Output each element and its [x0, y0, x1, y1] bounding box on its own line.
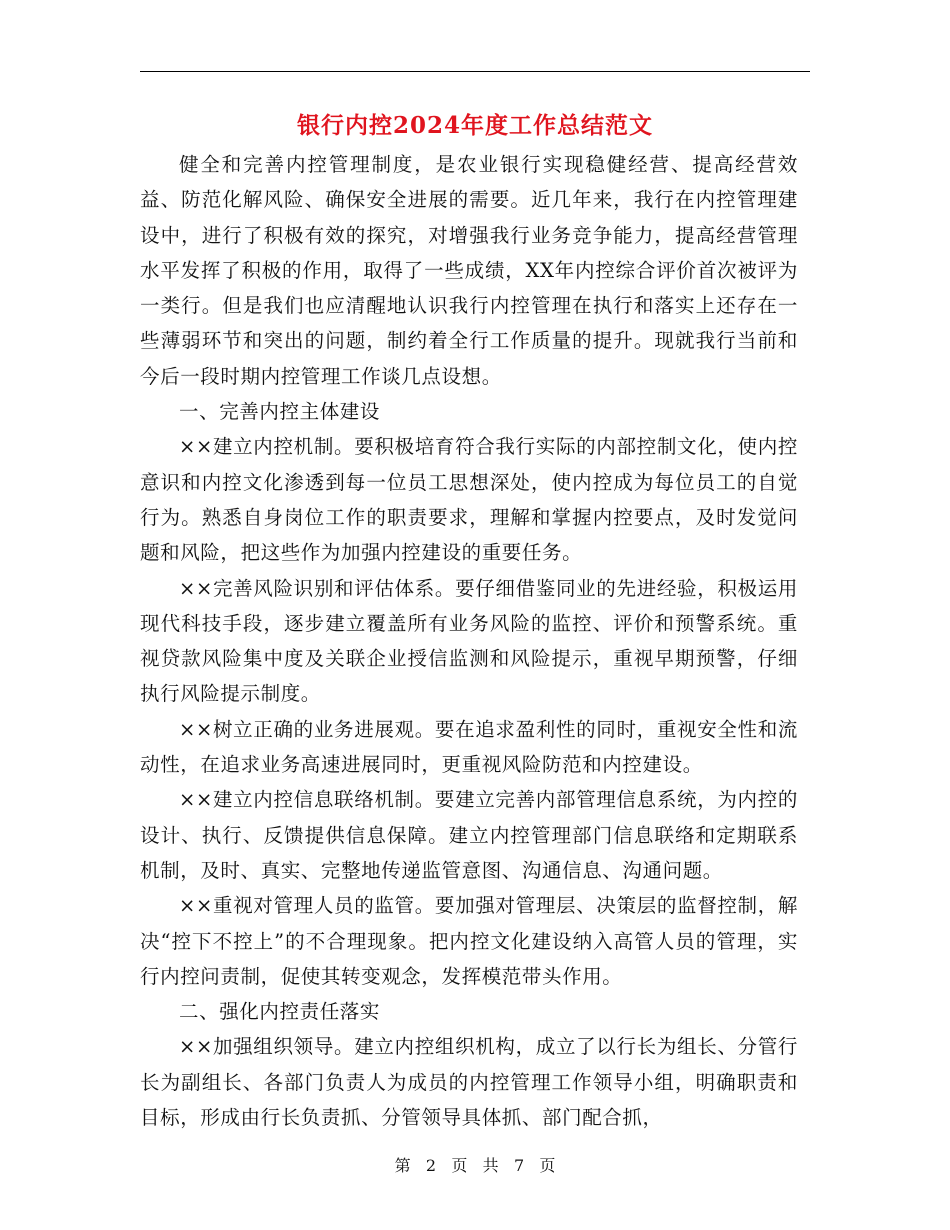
footer-label-page: 第	[394, 1156, 411, 1175]
footer-label-total: 共	[482, 1156, 499, 1175]
paragraph: ××完善风险识别和评估体系。要仔细借鉴同业的先进经验，积极运用现代科技手段，逐步建立覆盖所有业务风险的监控、评价和预警系统。重视贷款风险集中度及关联企业授信监测和风险提示，重视早期预警，仔细执行风险提示制度。	[140, 576, 798, 706]
section-heading-2: 二、强化内控责任落实	[179, 1000, 381, 1024]
paragraph-intro: 健全和完善内控管理制度，是农业银行实现稳健经营、提高经营效益、防范化解风险、确保安全进展的需要。近几年来，我行在内控管理建设中，进行了积极有效的探究，对增强我行业务竞争能力，提高经营管理水平发挥了积极的作用，取得了一些成绩，XX年内控综合评价首次被评为一类行。但是我们也应清醒地认识我行内控管理在执行和落实上还存在一些薄弱环节和突出的问题，制约着全行工作质量的提升。现就我行当前和今后一段时期内控管理工作谈几点设想。	[140, 153, 798, 388]
paragraph: ××重视对管理人员的监管。要加强对管理层、决策层的监督控制，解决“控下不控上”的不合理现象。把内控文化建设纳入高管人员的管理，实行内控问责制，促使其转变观念，发挥模范带头作用。	[140, 894, 798, 988]
footer-label-total-unit: 页	[539, 1156, 556, 1175]
document-title: 银行内控2024年度工作总结范文	[296, 112, 653, 139]
paragraph: ××建立内控机制。要积极培育符合我行实际的内部控制文化，使内控意识和内控文化渗透到每一位员工思想深处，使内控成为每位员工的自觉行为。熟悉自身岗位工作的职责要求，理解和掌握内控要点，及时发觉问题和风险，把这些作为加强内控建设的重要任务。	[140, 435, 798, 565]
header-rule	[140, 71, 810, 72]
paragraph: ××树立正确的业务进展观。要在追求盈利性的同时，重视安全性和流动性，在追求业务高速进展同时，更重视风险防范和内控建设。	[140, 717, 798, 777]
paragraph: ××加强组织领导。建立内控组织机构，成立了以行长为组长、分管行长为副组长、各部门负责人为成员的内控管理工作领导小组，明确职责和目标，形成由行长负责抓、分管领导具体抓、部门配合抓，	[140, 1035, 798, 1130]
footer-label-page-unit: 页	[451, 1156, 468, 1175]
footer-total-pages: 7	[513, 1156, 525, 1175]
document-body	[140, 147, 798, 1135]
footer-current-page: 2	[425, 1156, 437, 1175]
page-footer	[0, 1156, 950, 1176]
section-heading-1: 一、完善内控主体建设	[179, 400, 381, 424]
paragraph: ××建立内控信息联络机制。要建立完善内部管理信息系统，为内控的设计、执行、反馈提供信息保障。建立内控管理部门信息联络和定期联系机制，及时、真实、完整地传递监管意图、沟通信息、沟通问题。	[140, 788, 798, 882]
